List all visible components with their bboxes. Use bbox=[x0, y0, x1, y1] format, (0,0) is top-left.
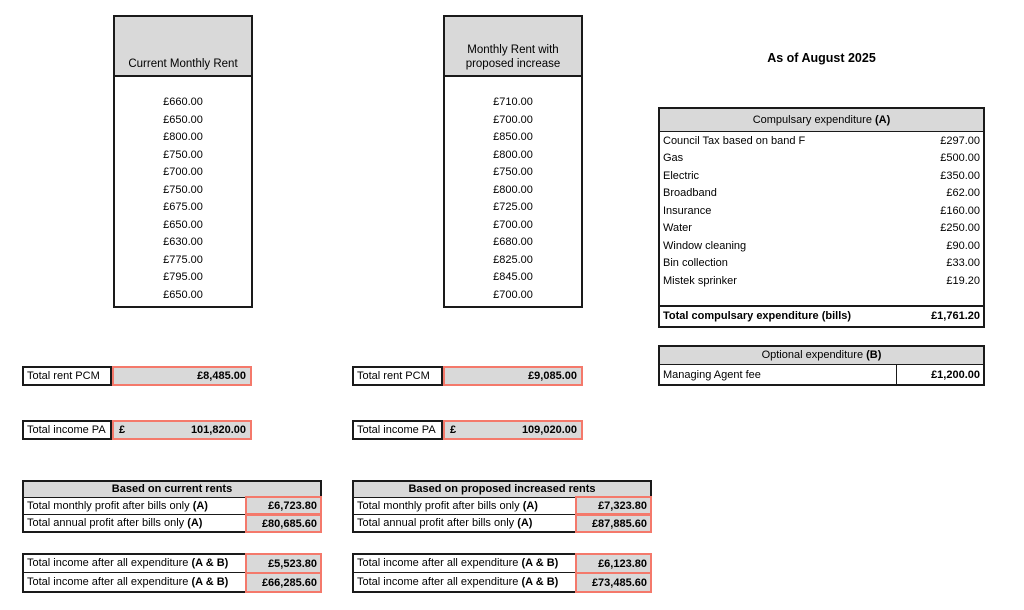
expenditure-row bbox=[660, 237, 983, 255]
currency-symbol: £ bbox=[450, 424, 457, 436]
summary-row-text: Total income after all expenditure bbox=[27, 576, 192, 588]
summary-table-proposed bbox=[352, 480, 652, 533]
rent-value-cell: £775.00 bbox=[163, 253, 203, 266]
compulsory-total-label: Total compulsary expenditure (bills) bbox=[663, 310, 852, 322]
expenditure-value: £160.00 bbox=[940, 204, 980, 217]
rent-value-cell: £650.00 bbox=[163, 218, 203, 231]
current-rent-table bbox=[113, 15, 253, 308]
summary-row-suffix: (A) bbox=[517, 517, 533, 529]
rent-value-cell: £795.00 bbox=[163, 271, 203, 283]
rent-value-cell: £700.00 bbox=[493, 113, 533, 126]
summary-value-cell: £6,123.80 bbox=[575, 553, 652, 574]
rent-value-cell: £700.00 bbox=[493, 218, 533, 231]
rent-value-cell: £850.00 bbox=[493, 131, 533, 143]
expenditure-row bbox=[660, 255, 983, 273]
rent-value-cell: £680.00 bbox=[493, 236, 533, 248]
proposed-rent-header-line2: proposed increase bbox=[465, 57, 561, 70]
expenditure-row bbox=[660, 150, 983, 168]
rent-value-cell: £750.00 bbox=[493, 166, 533, 178]
expenditure-value: £33.00 bbox=[946, 257, 980, 270]
spacer-row bbox=[660, 290, 983, 305]
rent-value-cell: £650.00 bbox=[163, 113, 203, 126]
expenditure-value: £500.00 bbox=[940, 152, 980, 165]
compulsory-total-row bbox=[660, 305, 983, 326]
summary-value-cell: £7,323.80 bbox=[575, 496, 652, 515]
summary-row-suffix: (A) bbox=[522, 500, 538, 512]
rent-value-cell: £800.00 bbox=[493, 148, 533, 161]
compulsory-header-text: Compulsary expenditure bbox=[752, 114, 875, 126]
summary-value-cell: £66,285.60 bbox=[245, 572, 322, 593]
rent-value-cell: £750.00 bbox=[163, 183, 203, 196]
summary-row-suffix: (A) bbox=[187, 517, 203, 529]
optional-header-text: Optional expenditure bbox=[761, 349, 867, 361]
compulsory-header-suffix: (A) bbox=[875, 114, 891, 126]
expenditure-label: Mistek sprinker bbox=[663, 274, 737, 287]
total-income-pa-value-current bbox=[112, 420, 252, 440]
optional-header-suffix: (B) bbox=[866, 349, 882, 361]
summary-row-suffix: (A & B) bbox=[191, 557, 229, 569]
rent-value-cell: £825.00 bbox=[493, 253, 533, 266]
total-income-pa-label-proposed: Total income PA bbox=[352, 420, 443, 440]
income-after-expenditure-table-proposed bbox=[352, 553, 652, 593]
current-rent-header-label: Current Monthly Rent bbox=[128, 57, 238, 70]
total-rent-pcm-label-proposed: Total rent PCM bbox=[352, 366, 443, 386]
rent-value-cell: £800.00 bbox=[493, 183, 533, 196]
summary-row-suffix: (A & B) bbox=[191, 576, 229, 588]
summary-row-suffix: (A) bbox=[192, 500, 208, 512]
expenditure-value: £350.00 bbox=[940, 169, 980, 182]
total-income-pa-label-current: Total income PA bbox=[22, 420, 112, 440]
compulsory-expenditure-header bbox=[660, 109, 983, 132]
optional-expenditure-table bbox=[658, 345, 985, 386]
rent-value-cell: £710.00 bbox=[493, 96, 533, 108]
income-pa-amount: 109,020.00 bbox=[521, 424, 577, 436]
rent-value-cell: £845.00 bbox=[493, 271, 533, 283]
optional-expenditure-row bbox=[660, 365, 983, 384]
expenditure-value: £62.00 bbox=[946, 187, 980, 200]
rent-value-cell: £660.00 bbox=[163, 96, 203, 108]
optional-row-label: Managing Agent fee bbox=[663, 368, 761, 381]
total-rent-pcm-value-proposed: £9,085.00 bbox=[443, 366, 583, 386]
proposed-rent-header-line1: Monthly Rent with bbox=[467, 44, 559, 56]
income-after-expenditure-table-current bbox=[22, 553, 322, 593]
summary-row-text: Total monthly profit after bills only bbox=[27, 500, 193, 512]
expenditure-label: Gas bbox=[663, 152, 684, 165]
rent-value-cell: £700.00 bbox=[163, 166, 203, 178]
expenditure-label: Window cleaning bbox=[663, 239, 747, 252]
compulsory-total-value: £1,761.20 bbox=[931, 310, 980, 322]
as-of-heading: As of August 2025 bbox=[767, 51, 876, 65]
expenditure-row bbox=[660, 202, 983, 220]
summary-row-text: Total income after all expenditure bbox=[357, 576, 522, 588]
expenditure-value: £250.00 bbox=[940, 222, 980, 235]
proposed-rent-header bbox=[445, 17, 581, 77]
proposed-rent-table bbox=[443, 15, 583, 308]
expenditure-row bbox=[660, 185, 983, 203]
summary-row-text: Total income after all expenditure bbox=[27, 557, 192, 569]
summary-row-suffix: (A & B) bbox=[521, 557, 559, 569]
compulsory-expenditure-table bbox=[658, 107, 985, 328]
expenditure-value: £297.00 bbox=[940, 134, 980, 147]
expenditure-row bbox=[660, 132, 983, 150]
summary-header-current: Based on current rents bbox=[24, 482, 320, 498]
summary-row-text: Total annual profit after bills only bbox=[27, 517, 188, 529]
rent-value-cell: £630.00 bbox=[163, 236, 203, 248]
summary-value-cell: £87,885.60 bbox=[575, 514, 652, 533]
expenditure-label: Council Tax based on band F bbox=[663, 134, 806, 147]
total-income-pa-value-proposed bbox=[443, 420, 583, 440]
income-pa-amount: 101,820.00 bbox=[190, 424, 246, 436]
current-rent-header bbox=[115, 17, 251, 77]
summary-value-cell: £80,685.60 bbox=[245, 514, 322, 533]
total-rent-pcm-value-current: £8,485.00 bbox=[112, 366, 252, 386]
summary-value-cell: £6,723.80 bbox=[245, 496, 322, 515]
optional-expenditure-header bbox=[660, 347, 983, 365]
expenditure-label: Electric bbox=[663, 169, 700, 182]
summary-value-cell: £5,523.80 bbox=[245, 553, 322, 574]
expenditure-label: Water bbox=[663, 222, 692, 235]
expenditure-row bbox=[660, 167, 983, 185]
expenditure-value: £19.20 bbox=[946, 274, 980, 287]
expenditure-label: Bin collection bbox=[663, 257, 728, 270]
rent-value-cell: £750.00 bbox=[163, 148, 203, 161]
rent-value-cell: £725.00 bbox=[493, 201, 533, 213]
summary-row-text: Total annual profit after bills only bbox=[357, 517, 518, 529]
summary-value-cell: £73,485.60 bbox=[575, 572, 652, 593]
summary-header-proposed: Based on proposed increased rents bbox=[354, 482, 650, 498]
optional-row-value: £1,200.00 bbox=[896, 365, 983, 384]
rent-value-cell: £650.00 bbox=[163, 288, 203, 301]
summary-table-current bbox=[22, 480, 322, 533]
total-rent-pcm-label-current: Total rent PCM bbox=[22, 366, 112, 386]
rent-value-cell: £675.00 bbox=[163, 201, 203, 213]
proposed-rent-values bbox=[445, 77, 581, 304]
currency-symbol: £ bbox=[119, 424, 126, 436]
expenditure-row bbox=[660, 220, 983, 238]
rent-value-cell: £700.00 bbox=[493, 288, 533, 301]
current-rent-values bbox=[115, 77, 251, 304]
expenditure-value: £90.00 bbox=[946, 239, 980, 252]
rent-value-cell: £800.00 bbox=[163, 131, 203, 143]
summary-row-text: Total monthly profit after bills only bbox=[357, 500, 523, 512]
expenditure-row bbox=[660, 272, 983, 290]
summary-row-suffix: (A & B) bbox=[521, 576, 559, 588]
summary-row-text: Total income after all expenditure bbox=[357, 557, 522, 569]
expenditure-label: Insurance bbox=[663, 204, 712, 217]
expenditure-label: Broadband bbox=[663, 187, 717, 200]
